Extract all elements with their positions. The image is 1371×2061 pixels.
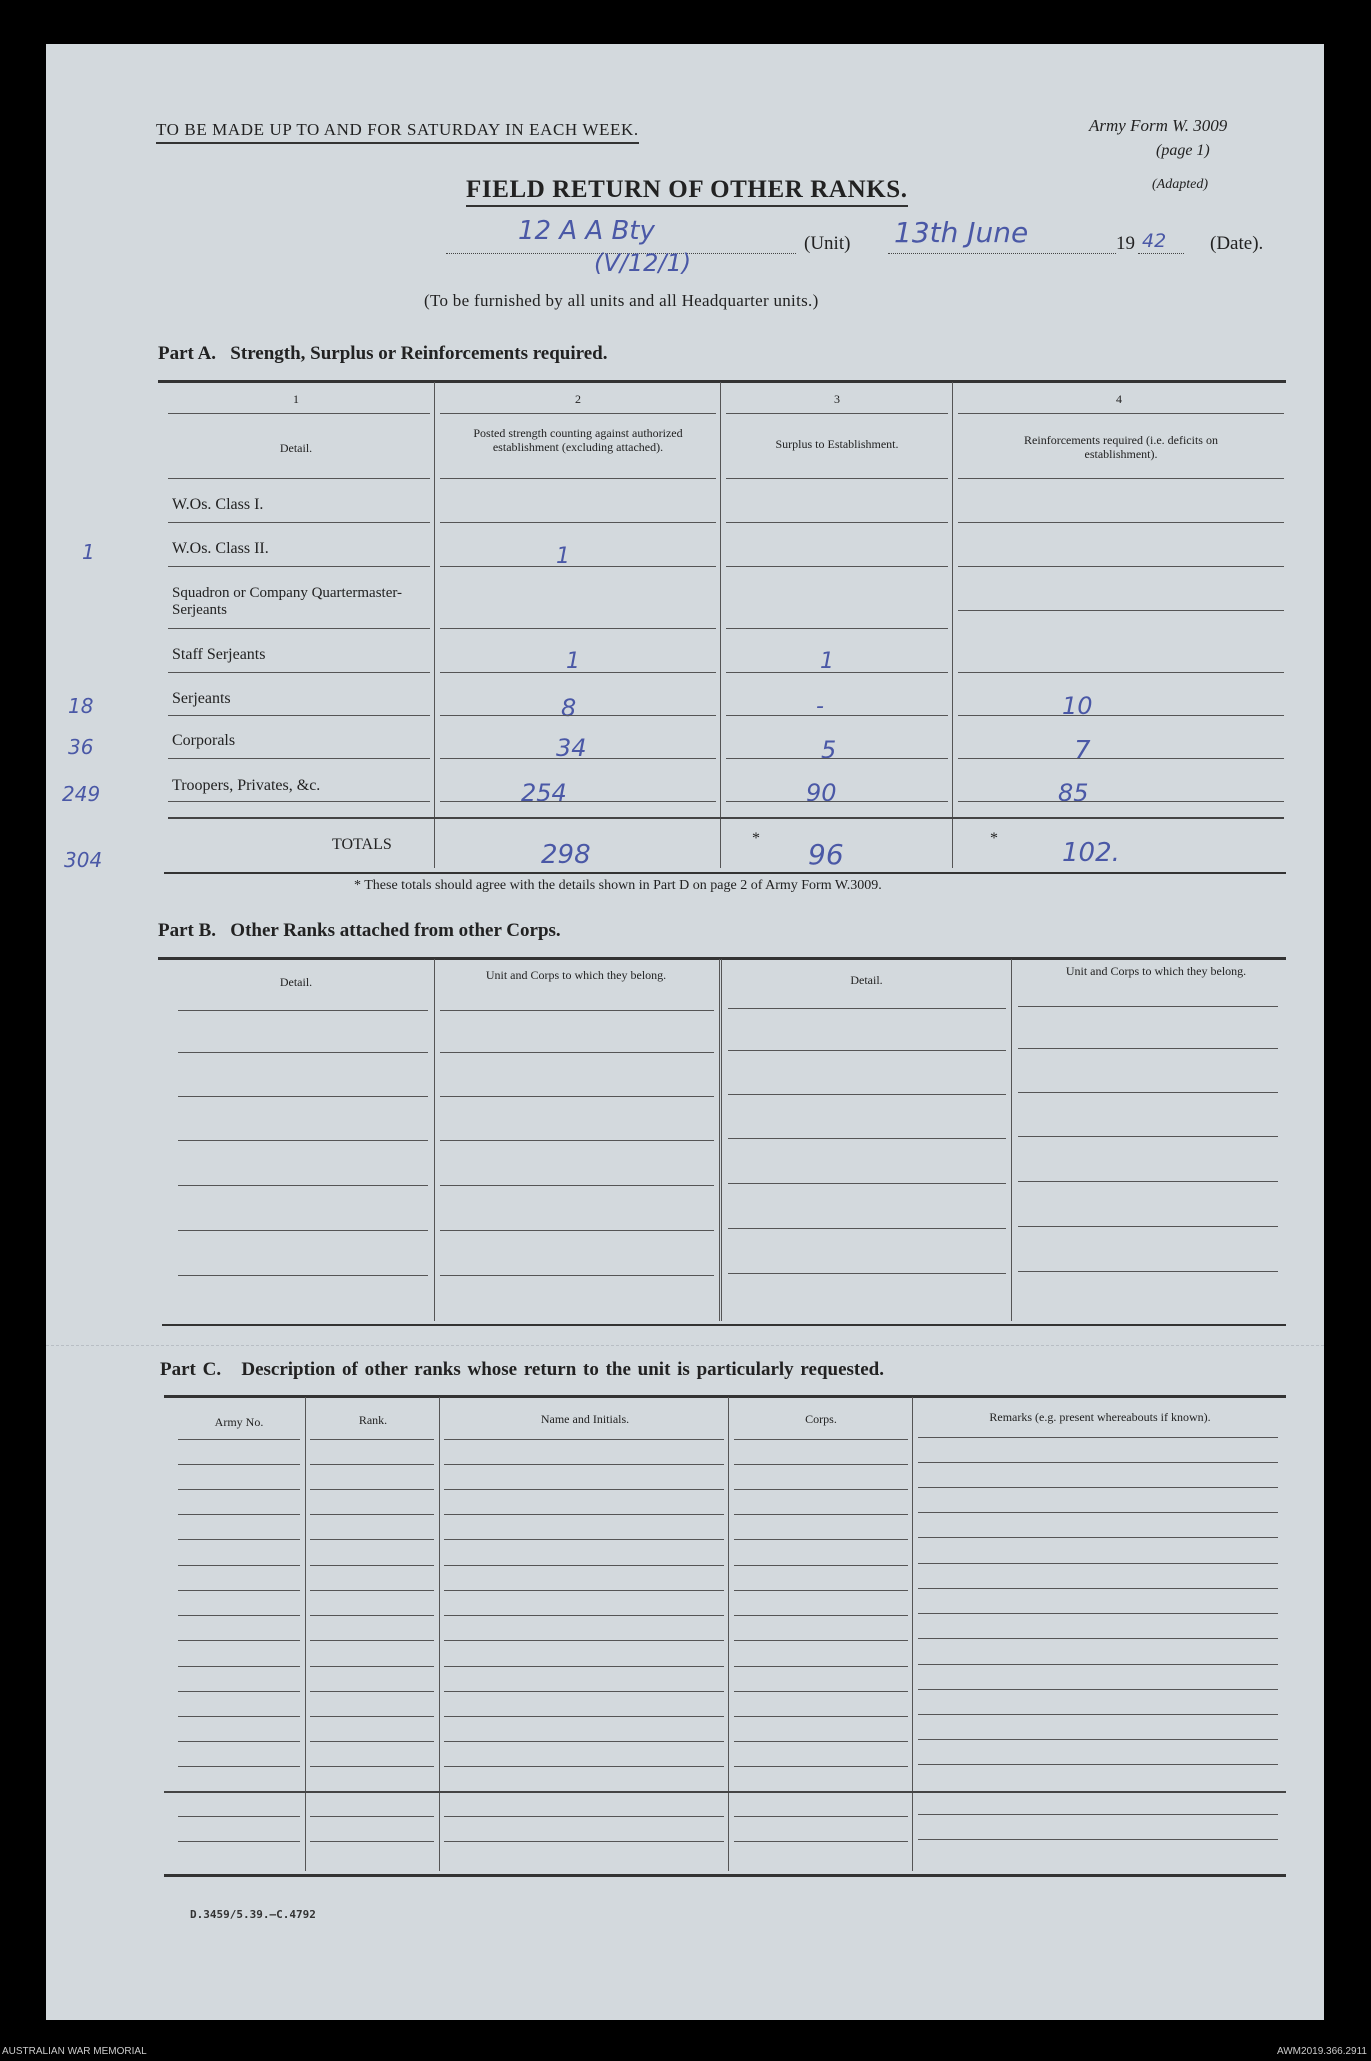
row-label: Staff Serjeants: [172, 646, 266, 663]
cell-posted: 254: [521, 779, 567, 807]
part-b-header-unit-corps-2: Unit and Corps to which they belong.: [1065, 964, 1247, 978]
cell-posted: 1: [566, 649, 580, 674]
part-a-col-divider: [720, 382, 721, 868]
year-handwritten: 42: [1142, 230, 1167, 252]
year-prefix: 19: [1116, 233, 1135, 254]
part-c-title: Part C. Description of other ranks whose return to the unit is particularly requested.: [160, 1359, 884, 1380]
part-c-col-divider: [728, 1397, 729, 1871]
print-code: D.3459/5.39.—C.4792: [190, 1908, 316, 1921]
date-handwritten: 13th June: [894, 216, 1029, 249]
col-number-3: 3: [834, 392, 840, 406]
margin-note: 36: [68, 735, 94, 759]
col-number-rule: [726, 413, 948, 414]
part-c-bottom-rule: [164, 1874, 1286, 1877]
col-number-4: 4: [1116, 392, 1122, 406]
cell-posted: 34: [556, 734, 587, 762]
margin-note: 249: [62, 782, 101, 806]
form-reference: Army Form W. 3009: [1089, 116, 1228, 135]
header-rule: [168, 478, 430, 479]
furnished-note: (To be furnished by all units and all Headquarter units.): [424, 291, 819, 310]
part-a-bottom-rule: [164, 872, 1286, 874]
row-label: Corporals: [172, 732, 236, 749]
header-rule: [958, 478, 1284, 479]
form-sheet: [46, 44, 1324, 2020]
part-b-col-divider: [434, 959, 435, 1321]
header-detail: Detail.: [279, 441, 313, 455]
row-label: W.Os. Class II.: [172, 540, 269, 557]
unit-handwritten: 12 A A Bty: [518, 216, 655, 246]
asterisk-marker: *: [752, 830, 760, 847]
header-rule: [440, 478, 716, 479]
cell-reinforcements: 85: [1058, 779, 1089, 807]
header-rule: [726, 478, 948, 479]
total-reinforcements: 102.: [1062, 838, 1120, 868]
part-b-col-divider: [1011, 959, 1012, 1321]
part-a-col-divider: [434, 382, 435, 868]
adapted-note: (Adapted): [1152, 177, 1208, 192]
col-number-rule: [958, 413, 1284, 414]
col-number-rule: [168, 413, 430, 414]
cell-surplus: -: [816, 694, 824, 719]
row-label: Troopers, Privates, &c.: [172, 777, 321, 794]
part-c-header-remarks: Remarks (e.g. present whereabouts if known).: [989, 1410, 1211, 1424]
date-label: (Date).: [1210, 233, 1264, 254]
cell-reinforcements: 7: [1074, 736, 1091, 766]
col-number-2: 2: [575, 392, 581, 406]
cell-reinforcements: 10: [1062, 692, 1093, 720]
margin-note: 1: [82, 540, 95, 564]
part-b-header-detail-2: Detail.: [850, 973, 883, 987]
header-reinforcements: Reinforcements required (i.e. deficits on establishment).: [1024, 433, 1218, 461]
fold-line: [46, 1345, 1324, 1346]
date-field-line: [888, 253, 1116, 254]
unit-handwritten-sub: (V/12/1): [594, 249, 692, 277]
instruction-line: TO BE MADE UP TO AND FOR SATURDAY IN EACH WEEK.: [156, 120, 639, 144]
totals-label: TOTALS: [332, 836, 392, 853]
margin-note: 18: [68, 694, 94, 718]
part-b-bottom-rule: [162, 1324, 1286, 1326]
row-label: Serjeants: [172, 690, 231, 707]
header-posted-strength: Posted strength counting against authorized establishment (excluding attached).: [473, 426, 683, 454]
part-b-title: Part B. Other Ranks attached from other Corps.: [158, 920, 561, 941]
cell-posted: 1: [556, 544, 570, 569]
part-a-top-rule: [158, 380, 1286, 383]
page-number: (page 1): [1156, 142, 1210, 159]
header-surplus: Surplus to Establishment.: [775, 437, 899, 451]
asterisk-marker: *: [990, 830, 998, 847]
row-label: Squadron or Company Quartermaster-Serjeants: [172, 585, 403, 618]
page-title: FIELD RETURN OF OTHER RANKS.: [466, 176, 908, 207]
part-c-header-army-no: Army No.: [214, 1415, 264, 1429]
part-c-col-divider: [439, 1397, 440, 1871]
part-c-header-name: Name and Initials.: [540, 1412, 630, 1426]
col-number-1: 1: [293, 392, 299, 406]
col-number-rule: [440, 413, 716, 414]
cell-posted: 8: [561, 694, 577, 722]
margin-total: 304: [64, 848, 103, 872]
part-a-title: Part A. Strength, Surplus or Reinforcements required.: [158, 343, 608, 364]
total-surplus: 96: [808, 838, 844, 871]
cell-surplus: 90: [806, 779, 837, 807]
part-b-header-unit-corps: Unit and Corps to which they belong.: [485, 968, 667, 982]
part-c-header-rank: Rank.: [358, 1413, 388, 1427]
part-b-header-detail: Detail.: [279, 975, 313, 989]
part-a-col-divider: [952, 382, 953, 868]
part-c-top-rule: [164, 1395, 1286, 1398]
part-a-footnote: * These totals should agree with the details shown in Part D on page 2 of Army Form W.3009.: [354, 878, 882, 893]
total-posted: 298: [541, 840, 591, 870]
cell-surplus: 1: [820, 649, 834, 674]
unit-label: (Unit): [804, 233, 851, 254]
footer-left: AUSTRALIAN WAR MEMORIAL: [2, 2046, 147, 2057]
part-b-col-divider: [719, 959, 725, 1321]
part-c-header-corps: Corps.: [805, 1412, 837, 1426]
part-c-col-divider: [912, 1397, 913, 1871]
part-c-col-divider: [305, 1397, 306, 1871]
footer-right: AWM2019.366.2911: [1276, 2046, 1367, 2057]
row-label: W.Os. Class I.: [172, 496, 264, 513]
year-field-line: [1138, 253, 1184, 254]
cell-surplus: 5: [821, 736, 837, 764]
